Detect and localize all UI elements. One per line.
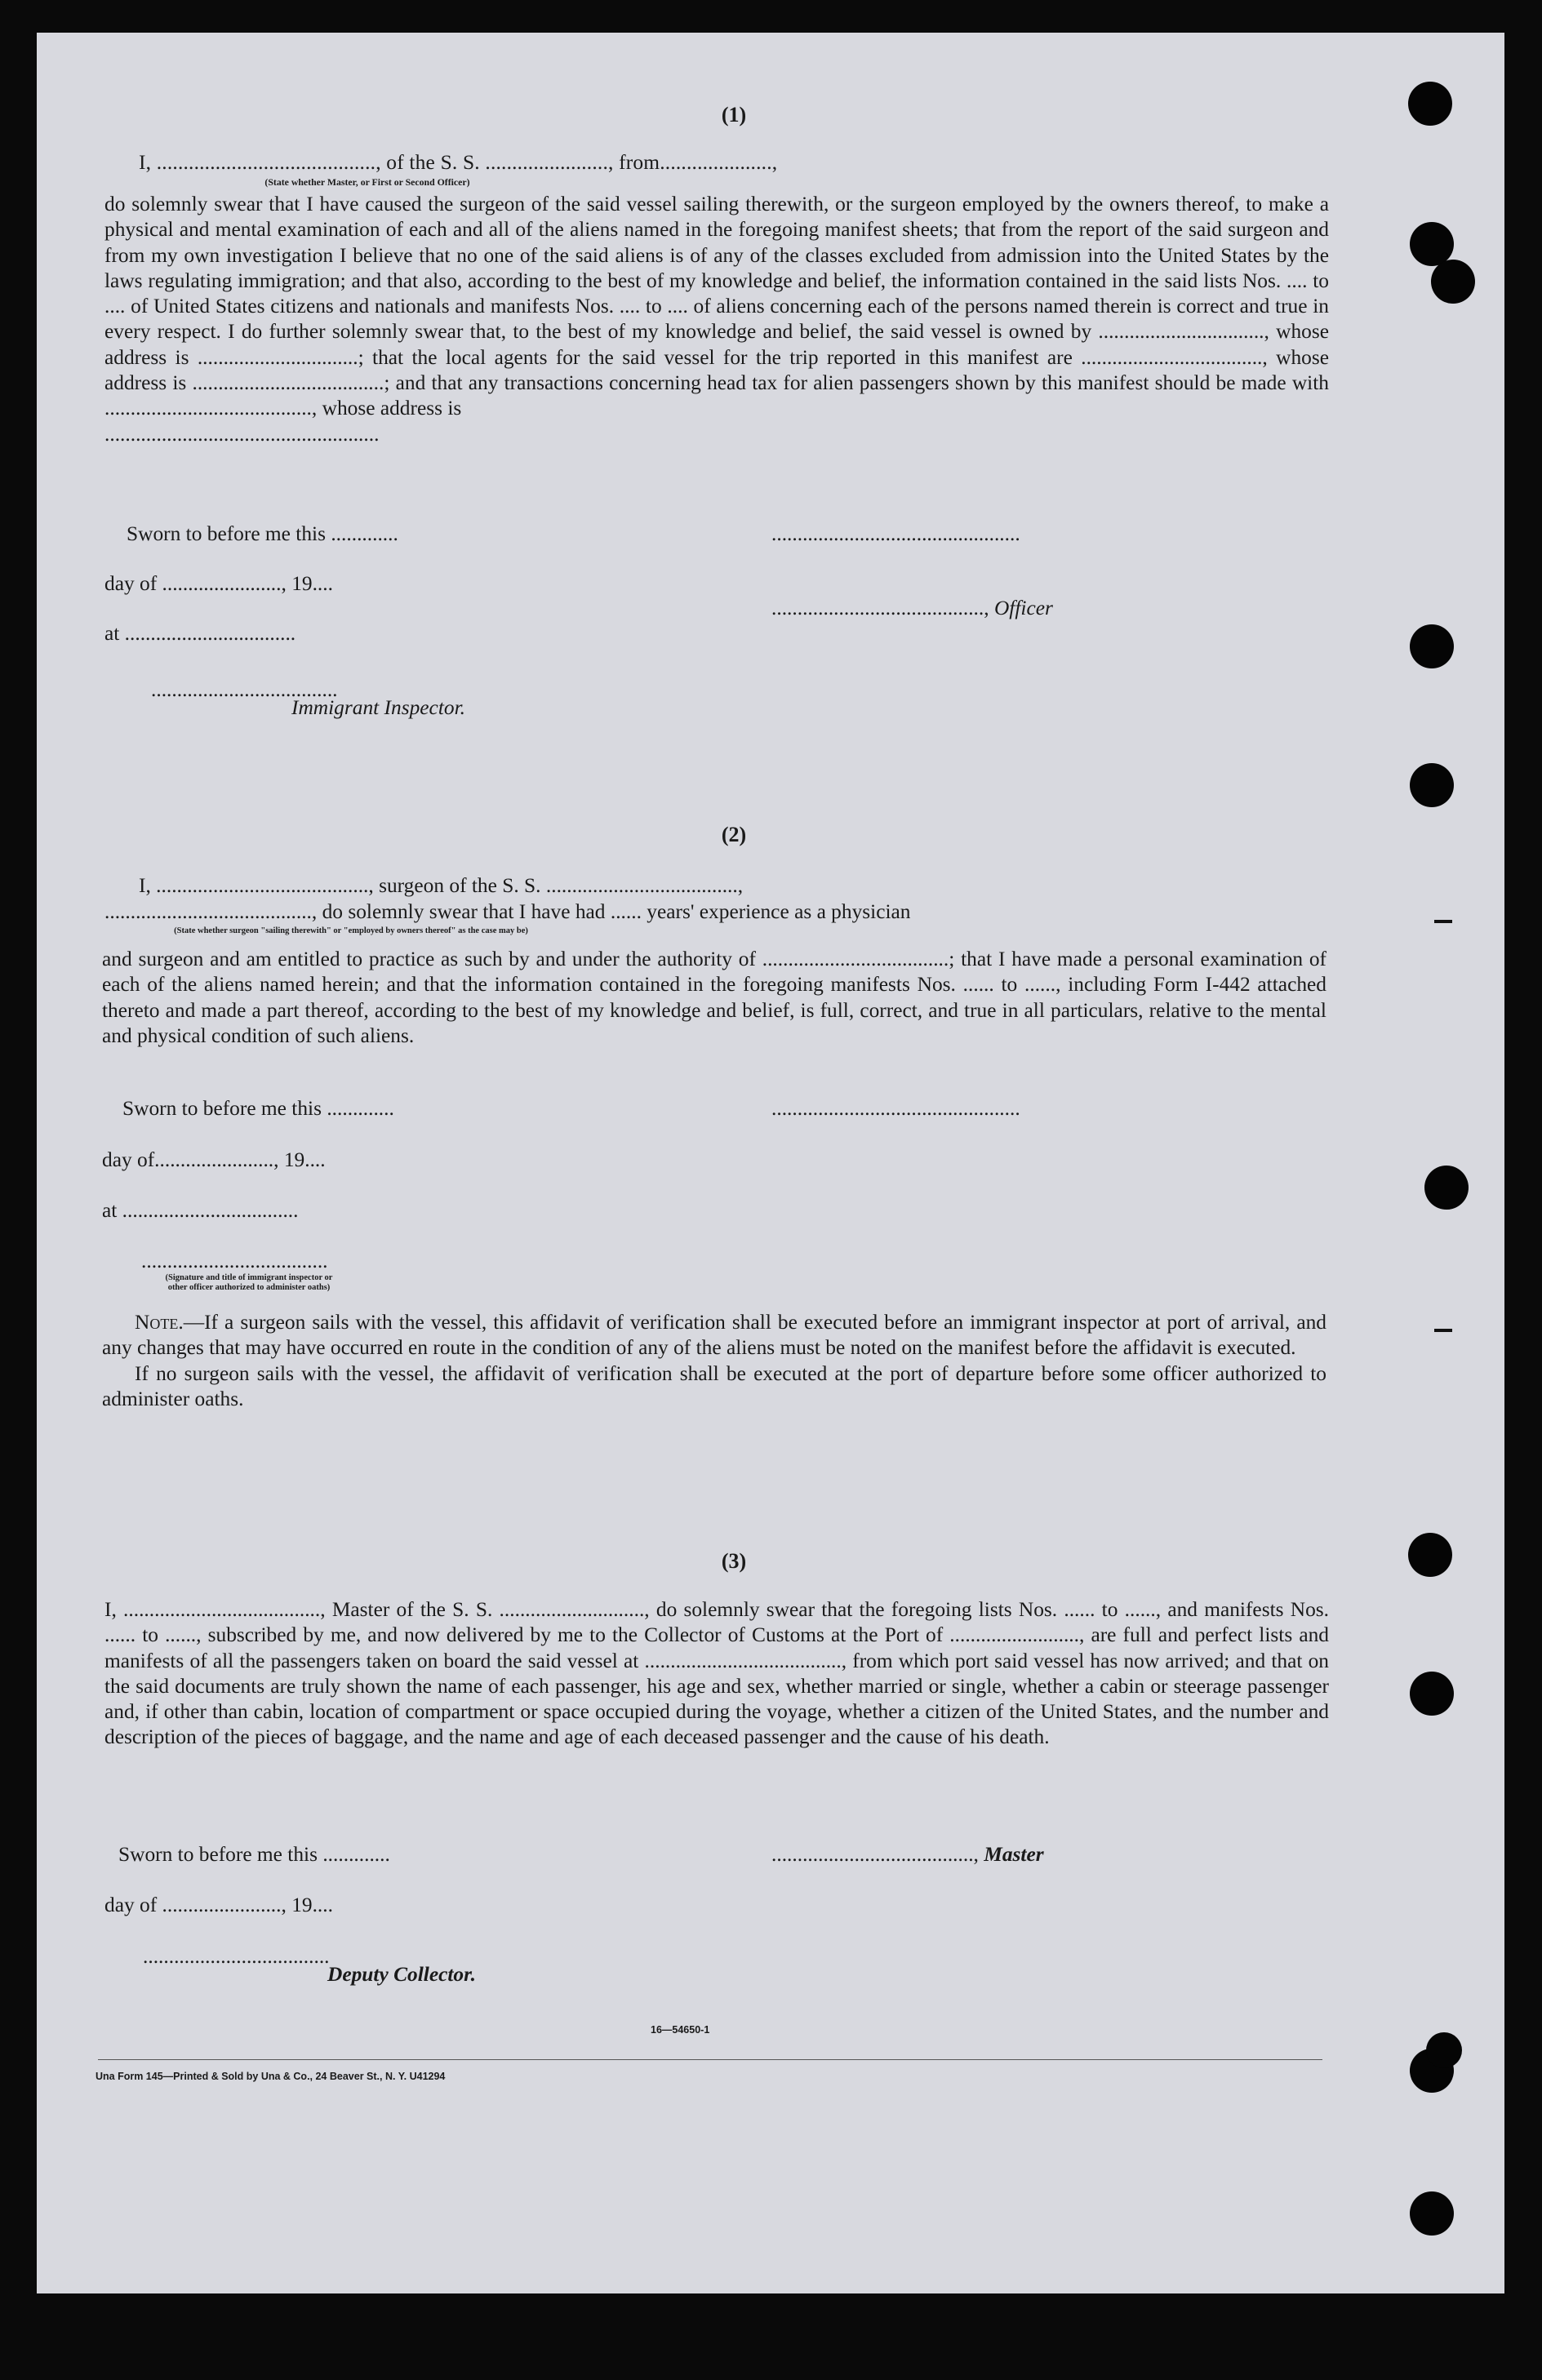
punch-hole [1410, 763, 1454, 807]
section-2-note [102, 1310, 1326, 1412]
section-1-officer-dots: ........................................., [771, 597, 989, 619]
section-1-officer-label: Officer [993, 597, 1053, 619]
section-2-signature-note: (Signature and title of immigrant inspector or other officer authorized to administer oaths) [165, 1273, 333, 1292]
section-1-sworn-line: Sworn to before me this ............. [127, 522, 398, 545]
punch-hole [1424, 1166, 1469, 1210]
section-3-number: (3) [721, 1549, 747, 1573]
section-2-note-paragraph-2: If no surgeon sails with the vessel, the affidavit of verification shall be executed at the port of departure before some officer authorized to administer oaths. [102, 1361, 1326, 1410]
punch-hole [1408, 1533, 1452, 1577]
binder-mark [1434, 1329, 1452, 1332]
section-2-note-paragraph-1 [102, 1310, 1326, 1361]
section-1-day-line: day of ......................., 19.... [104, 572, 333, 595]
section-2-inspector-dots: .................................... [141, 1250, 328, 1272]
punch-hole [1410, 1672, 1454, 1716]
section-2-day-line: day of......................., 19.... [102, 1148, 326, 1171]
section-3-master-line [771, 1842, 1044, 1867]
note-text-1: —If a surgeon sails with the vessel, this affidavit of verification shall be executed before an immigrant inspector at port of arrival, and any changes that may have occurred en route in the condition of any of the aliens must be noted on the manifest before the affidavit is executed. [102, 1311, 1326, 1360]
section-1-officer-note: (State whether Master, or First or Second Officer) [264, 176, 470, 188]
section-1-signature-line: ................................................ [771, 522, 1020, 545]
section-1-at-line: at ................................. [104, 622, 296, 645]
section-2-surgeon-note: (State whether surgeon "sailing therewith" or "employed by owners thereof" as the case may be) [174, 926, 528, 935]
section-1-opening-line: I, ........................................., of the S. S. ......................., from....................., [139, 151, 778, 174]
section-3-day-line: day of ......................., 19.... [104, 1894, 333, 1916]
section-1-oath-text: do solemnly swear that I have caused the surgeon of the said vessel sailing therewith, or the surgeon employed by the owners thereof, to make a physical and mental examination of each and all of the aliens named in the foregoing manifest sheets; that from the report of the said surgeon and from my own investigation I believe that no one of the said aliens is of any of the classes excluded from admission into the United States by the laws regulating immigration; and that also, according to the best of my knowledge and belief, the information contained in the said lists Nos. .... to .... of United States citizens and nationals and manifests Nos. .... to .... of aliens concerning each of the persons named therein is correct and true in every respect. I do further solemnly swear that, to the best of my knowledge and belief, the said vessel is owned by ................................, whose address is ...............................; that the local agents for the said vessel for the trip reported in this manifest are ..................................., whose address is .....................................; and that any transactions concerning head tax for alien passengers shown by this manifest should be made with ........................................, whose address is [104, 193, 1329, 420]
section-3-master-dots: ......................................., [771, 1843, 979, 1866]
section-3-master-label: Master [984, 1843, 1044, 1866]
section-1-number: (1) [721, 103, 747, 127]
section-3-oath-paragraph: I, ......................................, Master of the S. S. ............................, do solemnly swear that the foregoing lists Nos. ...... to ......, and manifests Nos. ...... to ......, subscribed by me, and now delivered by me to the Collector of Customs at the Port of ........................., are full and perfect lists and manifests of all the passengers taken on board the said vessel at ......................................, from which port said vessel has now arrived; and that on the said documents are truly shown the name of each passenger, his age and sex, whether married or single, whether a cabin or steerage passenger and, if other than cabin, location of compartment or space occupied during the voyage, whether a citizen of the United States, and the number and description of the pieces of baggage, and the name and age of each deceased passenger and the cause of his death. [104, 1598, 1329, 1749]
section-1-officer-line [771, 596, 1053, 621]
punch-hole [1408, 82, 1452, 126]
section-2-experience-line: ........................................, do solemnly swear that I have had ...... years' experience as a physician [104, 900, 911, 923]
section-3-collector-label: Deputy Collector. [327, 1963, 476, 1986]
section-2-number: (2) [721, 823, 747, 846]
section-1-oath-end: ..................................................... [104, 422, 380, 446]
section-2-at-line: at .................................. [102, 1199, 299, 1222]
section-1-inspector-dots: .................................... [151, 678, 338, 701]
form-page [37, 33, 1504, 2293]
footer-rule [98, 2059, 1322, 2060]
section-2-signature-line: ................................................ [771, 1097, 1020, 1120]
note-label: Note. [135, 1311, 184, 1334]
section-2-sworn-line: Sworn to before me this ............. [122, 1097, 394, 1120]
punch-hole [1410, 624, 1454, 668]
section-3-collector-dots: .................................... [143, 1945, 330, 1968]
punch-hole [1426, 2032, 1462, 2068]
section-1-inspector-label: Immigrant Inspector. [291, 696, 465, 719]
printer-imprint: Una Form 145—Printed & Sold by Una & Co., 24 Beaver St., N. Y. U41294 [96, 2071, 446, 2082]
form-number: 16—54650-1 [651, 2024, 710, 2036]
binder-mark [1434, 920, 1452, 923]
section-1-oath-paragraph [104, 192, 1329, 447]
punch-hole [1410, 2191, 1454, 2236]
punch-hole [1431, 260, 1475, 304]
section-2-opening-line: I, ........................................., surgeon of the S. S. ....................................., [139, 874, 744, 897]
section-2-oath-paragraph: and surgeon and am entitled to practice as such by and under the authority of ....................................; that I have made a personal examination of each of the aliens named herein; and that the information contained in the foregoing manifests Nos. ...... to ......, including Form I-442 attached thereto and made a part thereof, according to the best of my knowledge and belief, is full, correct, and true in all particulars, relative to the mental and physical condition of such aliens. [102, 948, 1326, 1047]
section-3-sworn-line: Sworn to before me this ............. [118, 1843, 390, 1866]
